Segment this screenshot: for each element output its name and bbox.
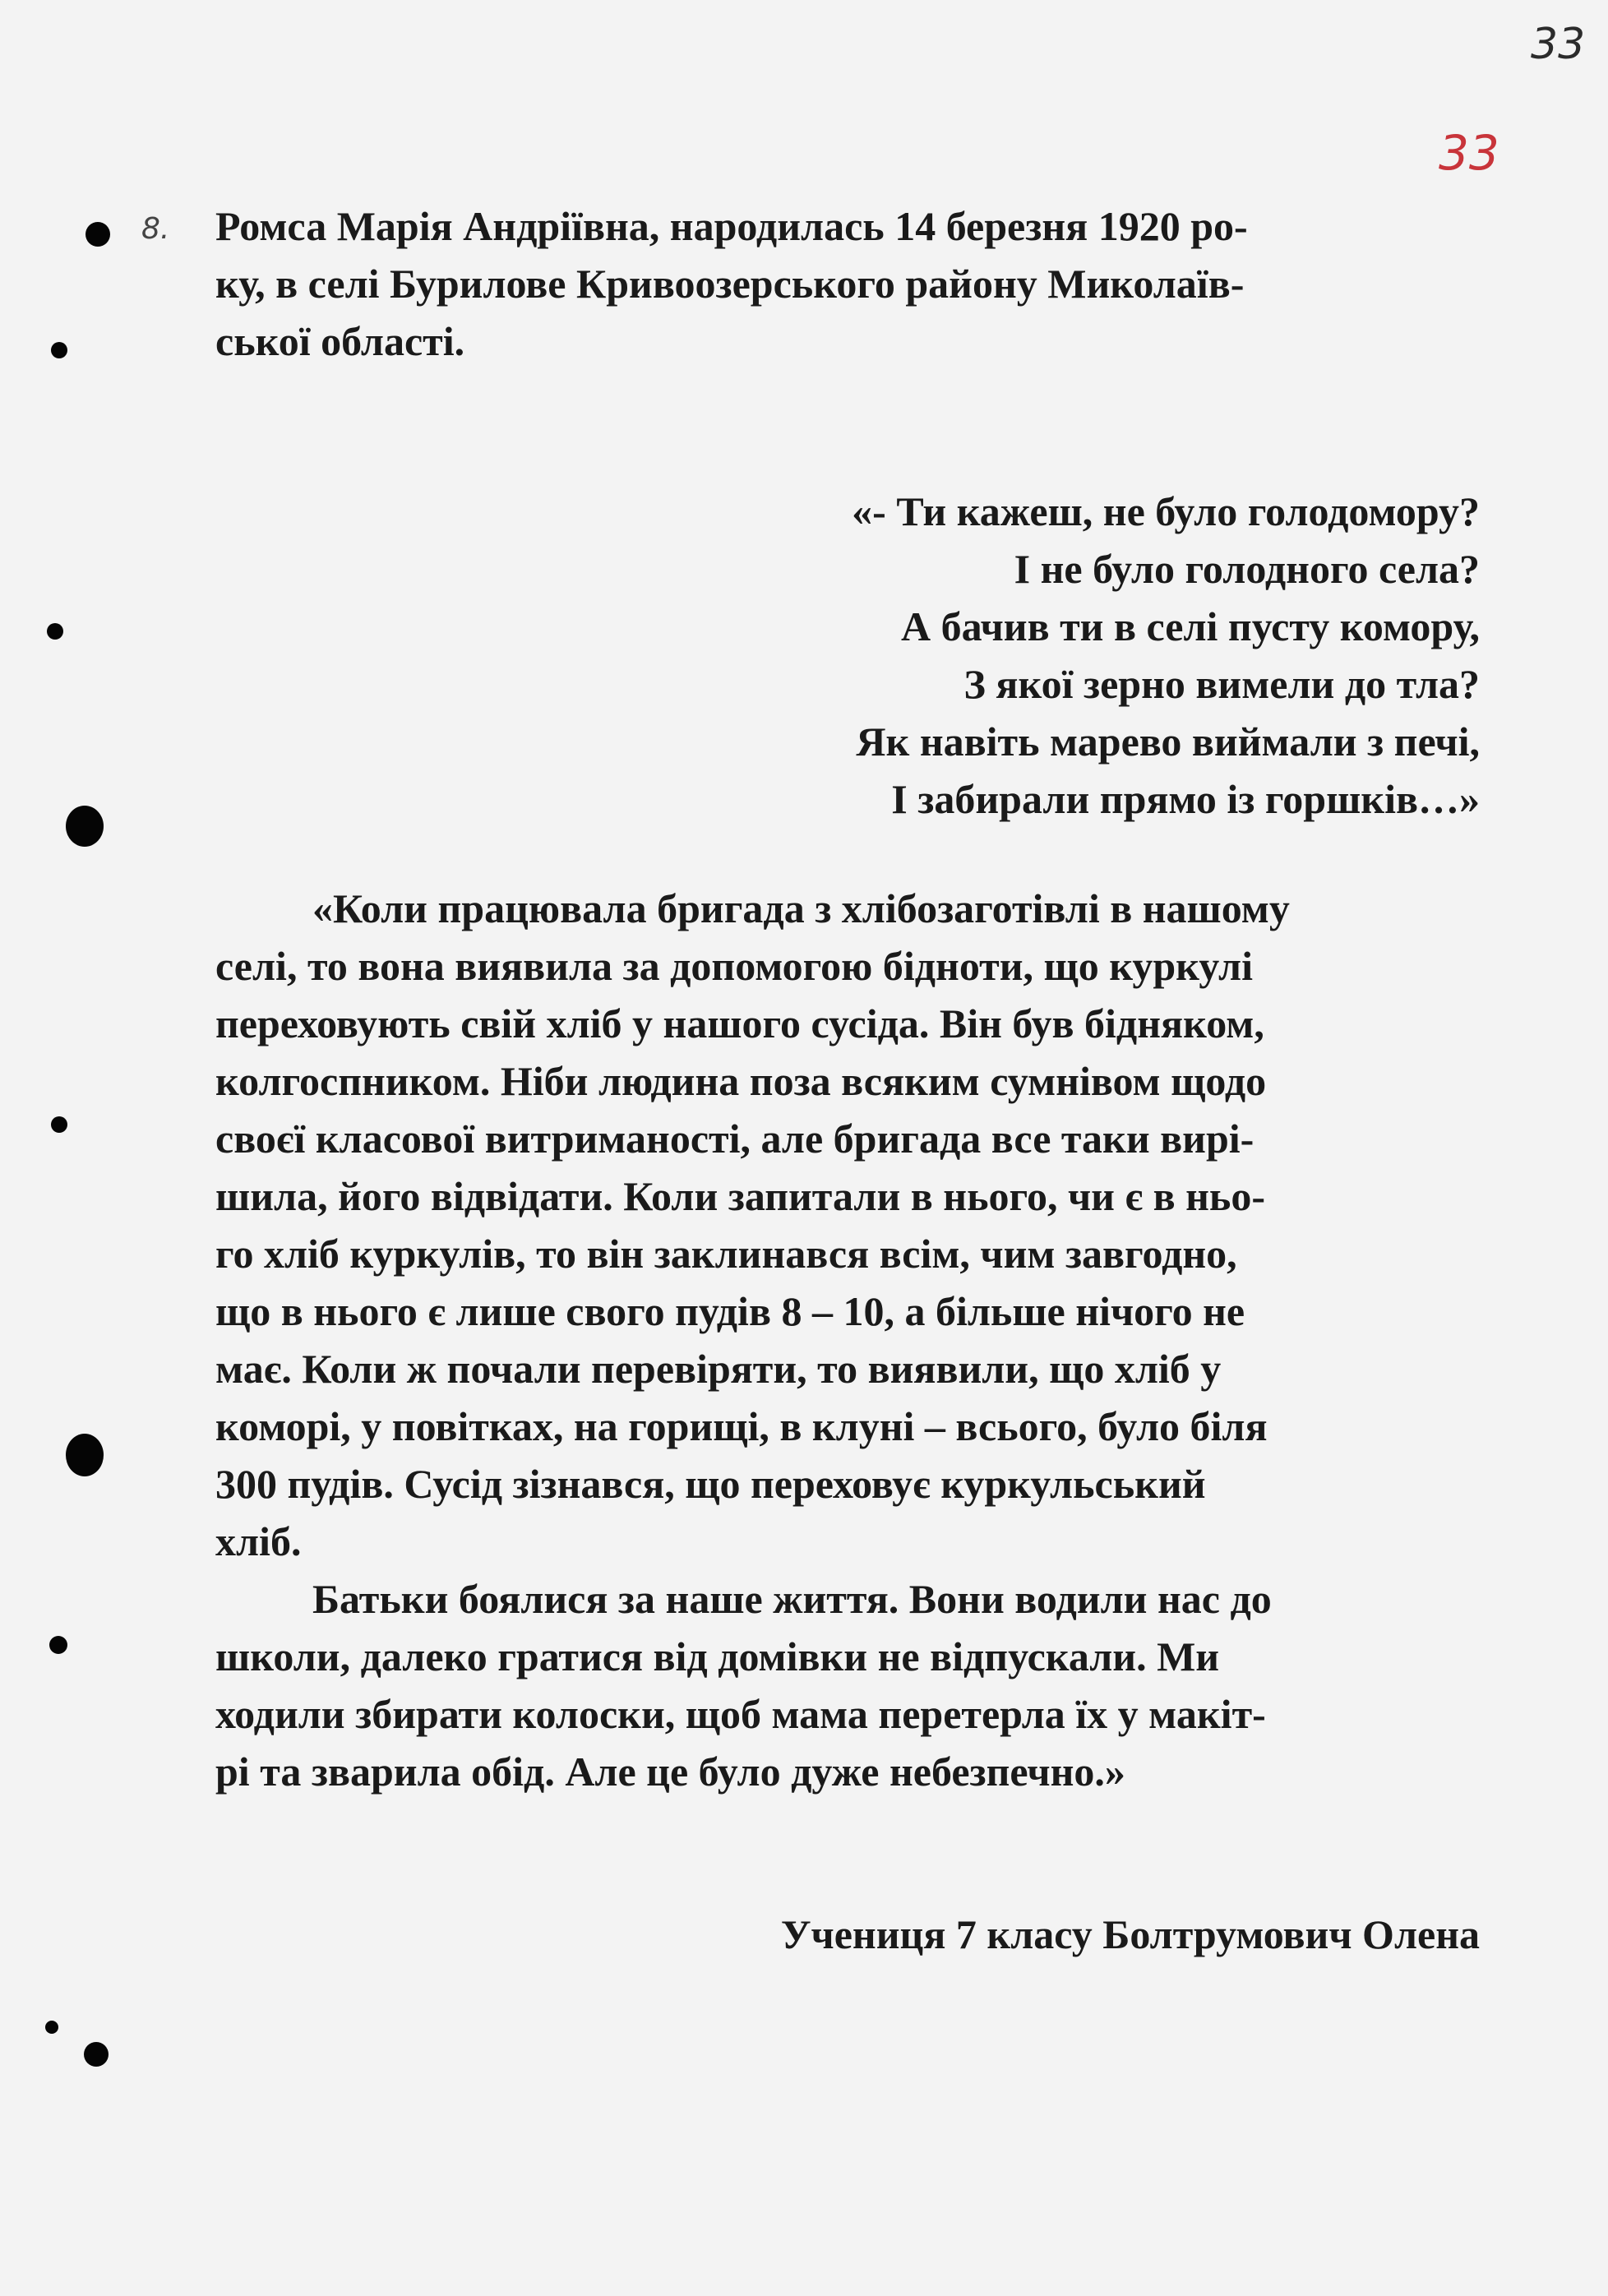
- punch-hole: [45, 2021, 58, 2034]
- story-line: Батьки боялися за наше життя. Вони водили нас до: [312, 1576, 1272, 1622]
- story-line: шила, його відвідати. Коли запитали в нього, чи є в ньо-: [215, 1173, 1266, 1219]
- punch-hole: [66, 1434, 104, 1476]
- poem-epigraph: [852, 483, 1480, 828]
- story-line: школи, далеко гратися від домівки не відпускали. Ми: [215, 1633, 1220, 1679]
- story-line: «Коли працювала бригада з хлібозаготівлі в нашому: [312, 885, 1290, 931]
- story-line: коморі, у повітках, на горищі, в клуні – всього, було біля: [215, 1403, 1268, 1449]
- poem-line: І забирали прямо із горшків…»: [891, 776, 1480, 822]
- story-line: го хліб куркулів, то він заклинався всім, чим завгодно,: [215, 1231, 1237, 1277]
- story-line: хліб.: [215, 1518, 302, 1564]
- punch-hole: [47, 623, 63, 640]
- punch-hole: [84, 2042, 109, 2067]
- page-number-pencil: 33: [1531, 20, 1586, 69]
- poem-line: З якої зерно вимели до тла?: [963, 661, 1480, 707]
- story-line: селі, то вона виявила за допомогою бідноти, що куркулі: [215, 943, 1253, 989]
- story-line: рі та зварила обід. Але це було дуже небезпечно.»: [215, 1749, 1125, 1795]
- heading-line: ку, в селі Бурилове Кривоозерського району Миколаїв-: [215, 261, 1245, 307]
- story-line: що в нього є лише свого пудів 8 – 10, а більше нічого не: [215, 1288, 1245, 1334]
- page-number-red: 33: [1439, 125, 1499, 181]
- entry-heading: [215, 197, 1494, 370]
- punch-hole: [85, 222, 110, 247]
- story-line: переховують свій хліб у нашого сусіда. Він був бідняком,: [215, 1000, 1264, 1046]
- testimony-text: [215, 880, 1494, 1800]
- poem-line: А бачив ти в селі пусту комору,: [900, 603, 1480, 649]
- punch-hole: [66, 806, 104, 847]
- heading-line: Ромса Марія Андріївна, народилась 14 березня 1920 ро-: [215, 203, 1248, 249]
- story-line: колгоспником. Ніби людина поза всяким сумнівом щодо: [215, 1058, 1267, 1104]
- story-line: своєї класової витриманості, але бригада все таки вирі-: [215, 1116, 1255, 1162]
- punch-hole: [51, 1116, 67, 1133]
- entry-number: 8.: [141, 212, 170, 246]
- punch-hole: [49, 1636, 67, 1654]
- poem-line: І не було голодного села?: [1014, 546, 1480, 592]
- author-signature: Учениця 7 класу Болтрумович Олена: [780, 1911, 1480, 1957]
- story-line: 300 пудів. Сусід зізнався, що переховує куркульський: [215, 1461, 1206, 1507]
- poem-line: Як навіть марево виймали з печі,: [856, 718, 1480, 765]
- story-line: ходили збирати колоски, щоб мама перетерла їх у макіт-: [215, 1691, 1266, 1737]
- punch-hole: [51, 342, 67, 358]
- poem-line: «- Ти кажеш, не було голодомору?: [852, 488, 1480, 534]
- heading-line: ської області.: [215, 318, 465, 364]
- story-line: має. Коли ж почали перевіряти, то виявили, що хліб у: [215, 1346, 1222, 1392]
